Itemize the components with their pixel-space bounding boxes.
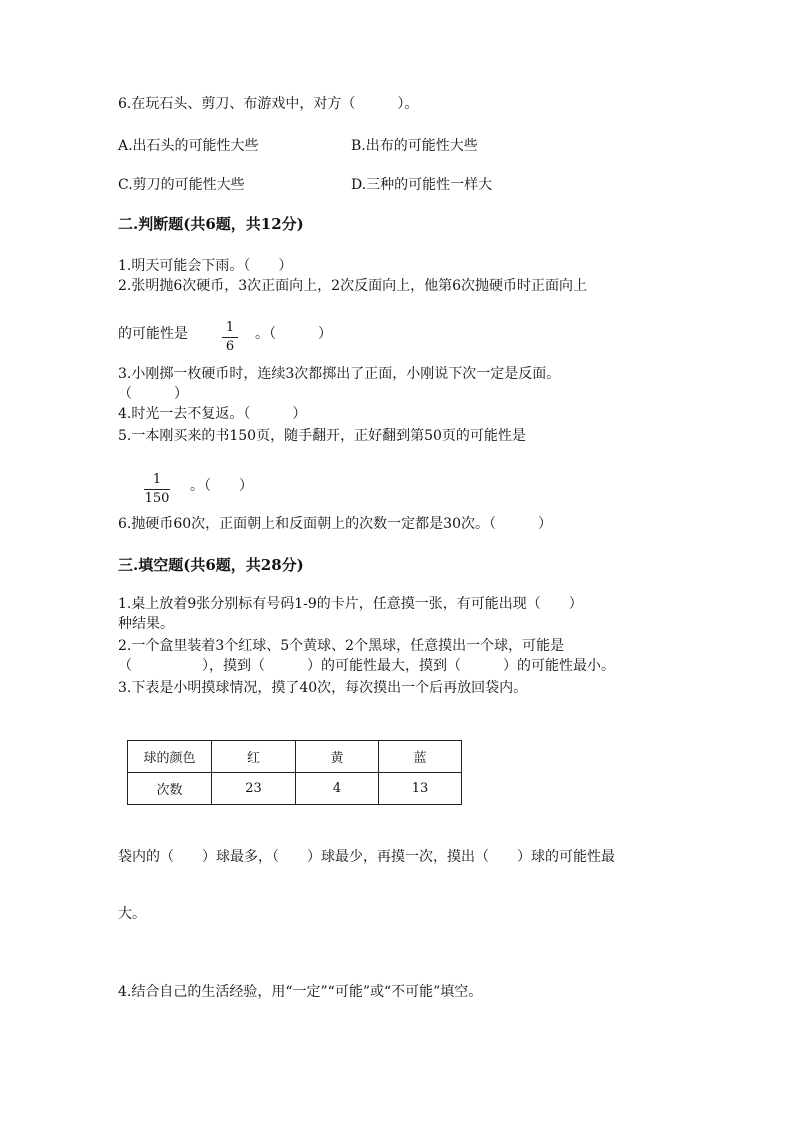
table-row xyxy=(128,773,462,805)
table-cell: 球的颜色 xyxy=(128,741,212,773)
table-cell: 23 xyxy=(212,773,296,805)
q6-option-d: D.三种的可能性一样大 xyxy=(351,177,493,193)
s2-q3-line2: （ ） xyxy=(118,386,188,402)
table-header-row xyxy=(128,741,462,773)
s3-q1-line2: 种结果。 xyxy=(118,616,174,632)
s2-q2-frac-den: 6 xyxy=(225,339,235,354)
table-cell: 蓝 xyxy=(379,741,462,773)
table-cell: 黄 xyxy=(296,741,379,773)
s2-q5-fraction xyxy=(144,472,170,507)
table-cell: 红 xyxy=(212,741,296,773)
s2-q2-prefix: 的可能性是 xyxy=(118,326,188,342)
s2-q5-frac-num: 1 xyxy=(152,472,162,487)
q6-stem: 6.在玩石头、剪刀、布游戏中，对方（ ）。 xyxy=(118,96,419,112)
s2-q2-suffix: 。（ ） xyxy=(255,326,332,342)
fraction-bar xyxy=(222,337,238,338)
table-cell: 4 xyxy=(296,773,379,805)
q6-option-a: A.出石头的可能性大些 xyxy=(118,138,259,154)
s3-q3-line1: 3.下表是小明摸球情况，摸了40次，每次摸出一个后再放回袋内。 xyxy=(118,680,528,696)
s3-q2-line1: 2.一个盒里装着3个红球、5个黄球、2个黑球，任意摸出一个球，可能是 xyxy=(118,638,565,654)
s2-q4: 4.时光一去不复返。（ ） xyxy=(118,406,307,422)
s2-q5-frac-den: 150 xyxy=(144,491,170,506)
s2-q2-line1: 2.张明抛6次硬币，3次正面向上，2次反面向上，他第6次抛硬币时正面向上 xyxy=(118,278,587,294)
s2-q5-line1: 5.一本刚买来的书150页，随手翻开，正好翻到第50页的可能性是 xyxy=(118,428,526,444)
s2-q6: 6.抛硬币60次，正面朝上和反面朝上的次数一定都是30次。（ ） xyxy=(118,516,552,532)
section3-title: 三.填空题(共6题，共28分) xyxy=(118,556,304,574)
ball-tally-table xyxy=(127,740,462,805)
s3-q4: 4.结合自己的生活经验，用“一定”“可能”或“不可能”填空。 xyxy=(118,984,483,1000)
s2-q1: 1.明天可能会下雨。（ ） xyxy=(118,258,293,274)
s2-q2-fraction xyxy=(222,320,238,355)
s3-q3-after: 袋内的（ ）球最多，（ ）球最少，再摸一次，摸出（ ）球的可能性最 xyxy=(118,849,615,865)
table-cell: 次数 xyxy=(128,773,212,805)
fraction-bar xyxy=(144,489,170,490)
s3-q3-after2: 大。 xyxy=(118,906,146,922)
s2-q2-frac-num: 1 xyxy=(225,320,235,335)
q6-option-b: B.出布的可能性大些 xyxy=(351,138,478,154)
s3-q1-line1: 1.桌上放着9张分别标有号码1-9的卡片，任意摸一张，有可能出现（ ） xyxy=(118,596,583,612)
table-cell: 13 xyxy=(379,773,462,805)
s2-q3-line1: 3.小刚掷一枚硬币时，连续3次都掷出了正面，小刚说下次一定是反面。 xyxy=(118,366,561,382)
s2-q5-suffix: 。（ ） xyxy=(190,478,253,494)
q6-option-c: C.剪刀的可能性大些 xyxy=(118,177,245,193)
s3-q2-line2: （ ），摸到（ ）的可能性最大，摸到（ ）的可能性最小。 xyxy=(118,658,615,674)
section2-title: 二.判断题(共6题，共12分) xyxy=(118,215,304,233)
